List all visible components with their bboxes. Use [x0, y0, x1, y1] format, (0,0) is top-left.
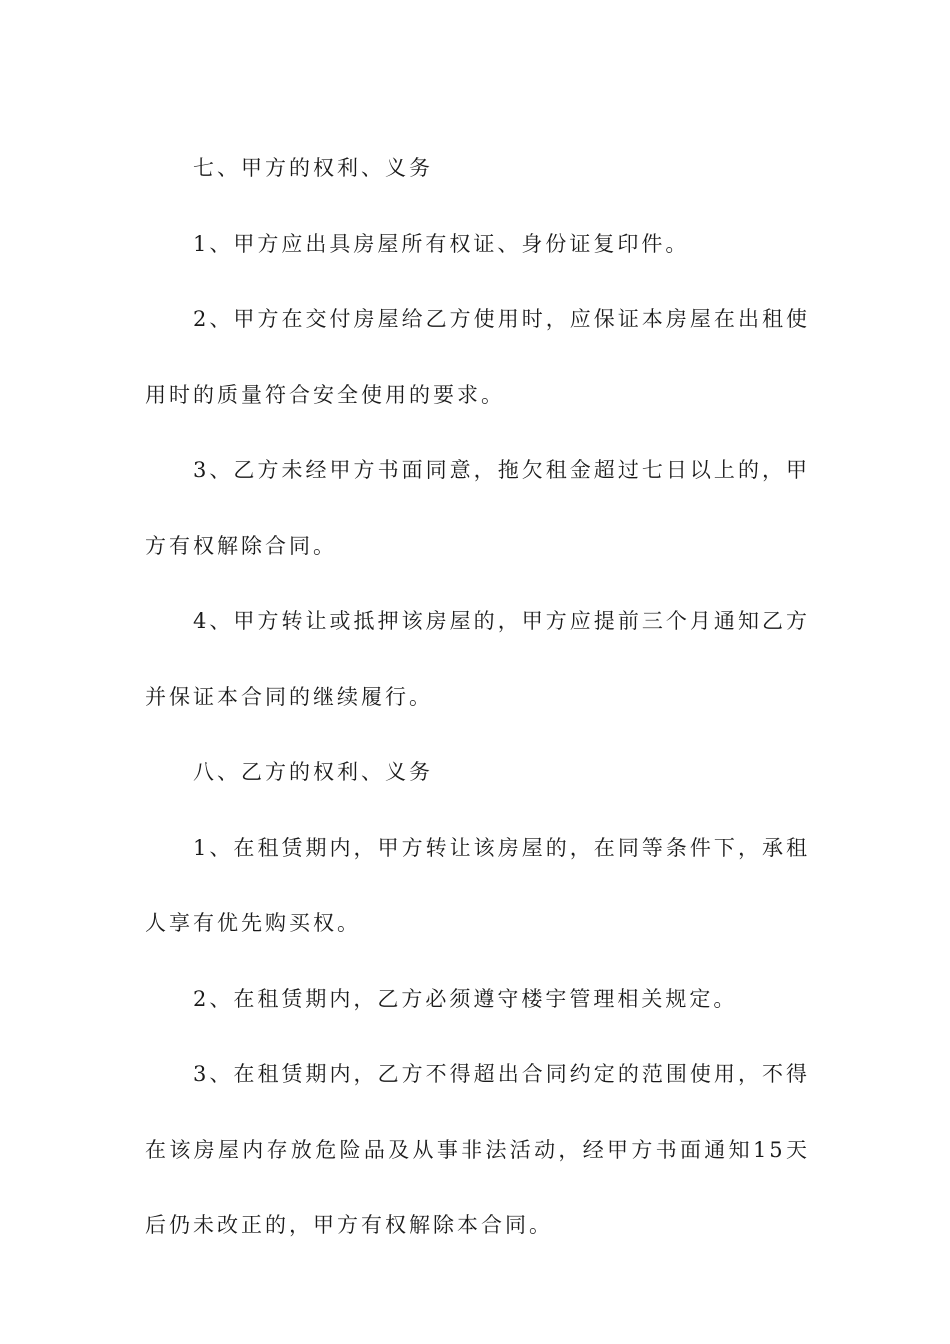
- clause-a-1: 1、甲方应出具房屋所有权证、身份证复印件。: [193, 231, 690, 256]
- clause-a-4: 4、甲方转让或抵押该房屋的，甲方应提前三个月通知乙方并保证本合同的继续履行。: [145, 609, 810, 709]
- clause-a-2: 2、甲方在交付房屋给乙方使用时，应保证本房屋在出租使用时的质量符合安全使用的要求。: [145, 307, 810, 407]
- clause-b-2: 2、在租赁期内，乙方必须遵守楼宇管理相关规定。: [193, 986, 738, 1011]
- clause-a-3: 3、乙方未经甲方书面同意，拖欠租金超过七日以上的，甲方有权解除合同。: [145, 458, 810, 558]
- clause-b-1: 1、在租赁期内，甲方转让该房屋的，在同等条件下，承租人享有优先购买权。: [145, 835, 810, 935]
- section-heading-party-a: 七、甲方的权利、义务: [193, 156, 433, 180]
- clause-b-3: 3、在租赁期内，乙方不得超出合同约定的范围使用，不得在该房屋内存放危险品及从事非法活动，经甲方书面通知15天后仍未改正的，甲方有权解除本合同。: [145, 1062, 810, 1237]
- document-body: [145, 131, 810, 1264]
- section-heading-party-b: 八、乙方的权利、义务: [193, 760, 433, 784]
